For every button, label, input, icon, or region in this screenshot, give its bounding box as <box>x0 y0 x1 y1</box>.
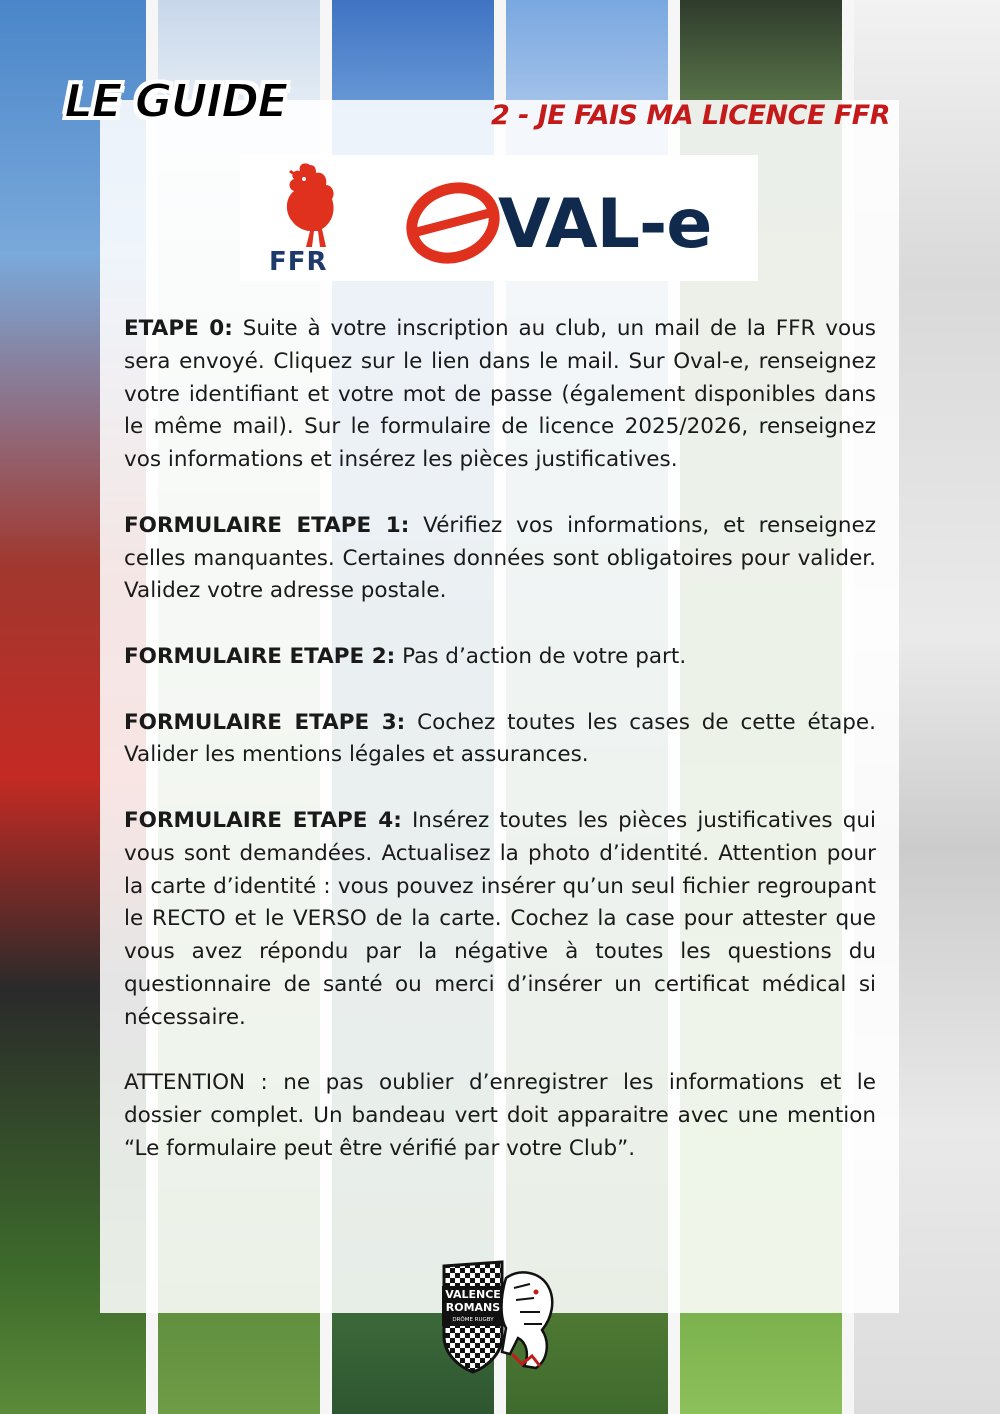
badge-line3: DRÔME RUGBY <box>452 1317 494 1323</box>
ffr-rooster-icon <box>270 159 350 251</box>
attention-paragraph <box>124 1067 876 1165</box>
step-heading: FORMULAIRE ETAPE 4: <box>124 807 402 833</box>
step-text: Cochez toutes les cases de cette étape. Valider les mentions légales et assurances. <box>124 709 876 768</box>
step-paragraph <box>124 707 876 773</box>
badge-line1: VALENCE <box>445 1288 501 1301</box>
step-heading: ETAPE 0: <box>124 316 233 341</box>
step-text: Suite à votre inscription au club, un mail de la FFR vous sera envoyé. Cliquez sur le lien dans le mail. Sur Oval-e, renseignez votre identifiant et votre mot de passe (également disponibles dans le même mail). Sur le formulaire de licence 2025/2026, renseignez vos informations et insérez les pièces justificatives. <box>124 316 877 473</box>
step-heading: FORMULAIRE ETAPE 3: <box>124 709 406 735</box>
oval-e-label: VAL-e <box>498 185 712 264</box>
guide-title: LE GUIDE <box>64 74 287 128</box>
step-paragraph <box>124 805 876 1035</box>
ffr-label: FFR <box>269 247 328 277</box>
step-text: Pas d’action de votre part. <box>395 643 687 669</box>
attention-text: ATTENTION : ne pas oublier d’enregistrer les informations et le dossier complet. Un bandeau vert doit apparaitre avec une mention “Le formulaire peut être vérifié par votre Club”. <box>124 1070 876 1161</box>
step-paragraph <box>124 313 876 477</box>
step-paragraph <box>124 641 876 674</box>
step-text: Insérez toutes les pièces justificatives qui vous sont demandées. Actualisez la photo d’identité. Attention pour la carte d’identité : vous pouvez insérer qu’un seul fichier regroupant le RECTO et le VERSO de la carte. Cochez la case pour attester que vous avez répondu par la négative à toutes les questions du questionnaire de santé ou merci d’insérer un certificat médical si nécessaire. <box>124 807 876 1030</box>
logos-band <box>240 155 758 281</box>
club-badge-icon <box>440 1258 560 1378</box>
page-subtitle: 2 - JE FAIS MA LICENCE FFR <box>490 100 890 131</box>
step-paragraph <box>124 510 876 608</box>
step-heading: FORMULAIRE ETAPE 2: <box>124 643 396 669</box>
badge-line2: ROMANS <box>445 1301 501 1314</box>
step-heading: FORMULAIRE ETAPE 1: <box>124 512 410 538</box>
guide-content <box>124 313 876 1199</box>
step-text: Vérifiez vos informations, et renseignez celles manquantes. Certaines données sont obligatoires pour valider. Validez votre adresse postale. <box>124 512 877 604</box>
